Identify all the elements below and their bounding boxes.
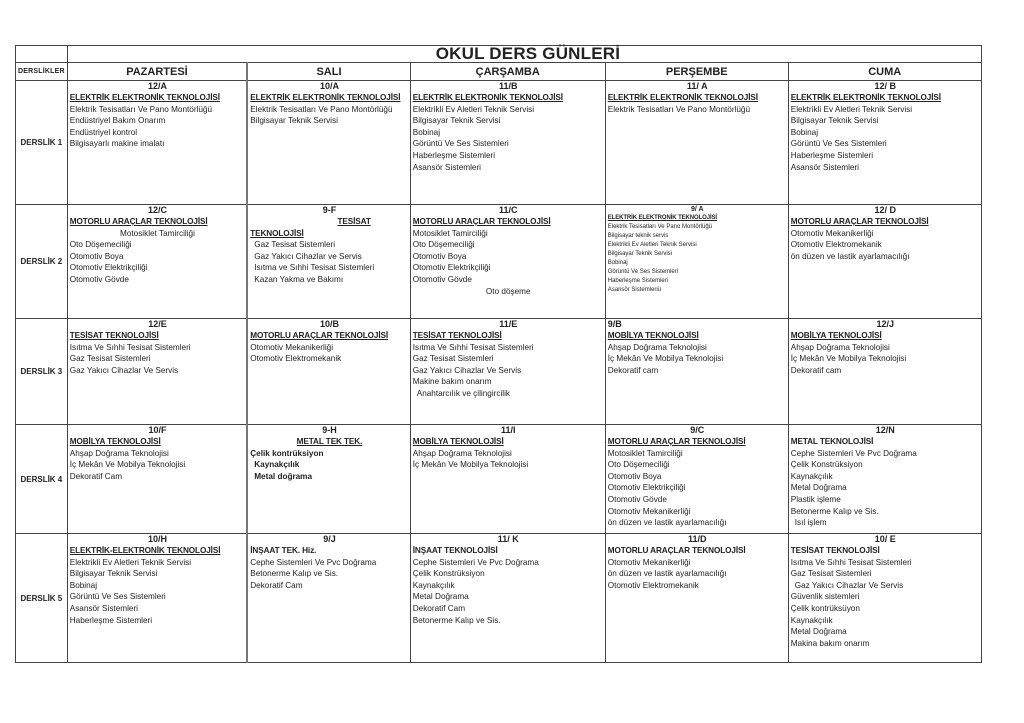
course-item: Elektrikli Ev Aletleri Teknik Servisi [69, 557, 192, 567]
course-item: Dekoratif Cam [69, 471, 123, 481]
room-row [16, 319, 982, 425]
schedule-cell [410, 319, 605, 425]
course-item: Gaz Yakıcı Cihazlar ve Servis [254, 251, 362, 261]
program-name: TESİSAT TEKNOLOJİSİ [412, 331, 502, 340]
course-item: Ahşap Doğrama Teknolojisi [790, 342, 890, 352]
course-item: Otomotiv Mekanikerliği [607, 506, 691, 516]
course-item: Makina bakım onarım [790, 638, 870, 648]
schedule-cell [605, 81, 788, 205]
course-item: Dekoratif cam [607, 365, 659, 375]
program-name: METAL TEK TEK. [296, 437, 363, 446]
program-name: MOBİLYA TEKNOLOJİSİ [607, 331, 699, 340]
course-item: İç Mekân Ve Mobilya Teknolojisi [607, 354, 724, 364]
course-item: Kaynakçılık [790, 615, 833, 625]
course-item: Haberleşme Sistemleri [69, 615, 153, 625]
course-item: Elektrik Tesisatları Ve Pano Montörlüğü [607, 224, 713, 230]
program-name: ELEKTRİK ELEKTRONİK TEKNOLOJİSİ [412, 93, 563, 102]
course-item: Asansör Sistemleri [412, 162, 481, 172]
class-code: 12/A [147, 81, 167, 91]
room-row [16, 425, 982, 534]
schedule-cell [605, 534, 788, 663]
course-item: Endüstriyel Bakım Onarım [69, 116, 166, 126]
course-item: Bilgisayarlı makine imalatı [69, 139, 165, 149]
class-code: 11/ A [686, 81, 708, 91]
class-code: 11/ K [497, 534, 519, 544]
program-name: MOTORLU ARAÇLAR TEKNOLOJİSİ [607, 546, 746, 555]
course-item: Otomotiv Boya [412, 251, 467, 261]
course-item: Metal Doğrama [790, 627, 847, 637]
program-name: TESİSAT [337, 217, 371, 226]
class-code: 10/ E [874, 534, 896, 544]
schedule-body [16, 81, 982, 663]
course-item: Gaz Yakıcı Cihazlar Ve Servis [794, 580, 904, 590]
schedule-cell [788, 425, 981, 534]
class-code: 12/C [147, 205, 167, 215]
course-item: Otomotiv Boya [69, 251, 124, 261]
course-item: Asansör Sistemleriü [607, 287, 662, 293]
course-item: Dekoratif Cam [250, 580, 303, 590]
course-item: Asansör Sistemleri [69, 603, 138, 613]
course-item: Elektrikli Ev Aletleri Teknik Servisi [607, 242, 697, 248]
course-item: Bobinaj [607, 260, 628, 266]
course-item: Otomotiv Boya [607, 471, 662, 481]
schedule-cell [788, 534, 981, 663]
schedule-cell [410, 81, 605, 205]
course-item: İç Mekân Ve Mobilya Teknolojisi [790, 354, 907, 364]
program-name: İNŞAAT TEKNOLOJİSİ [412, 546, 498, 555]
schedule-cell [410, 205, 605, 319]
schedule-cell [67, 205, 247, 319]
course-item: Gaz Tesisat Sistemleri [254, 240, 336, 250]
schedule-cell [605, 425, 788, 534]
course-item: Betonerme Kalıp ve Sis. [250, 569, 339, 579]
class-code: 9-F [322, 205, 337, 215]
schedule-cell [605, 205, 788, 319]
class-code: 9/B [607, 319, 622, 329]
program-name: MOBİLYA TEKNOLOJİSİ [790, 331, 882, 340]
course-item: Isıtma Ve Sıhhi Tesisat Sistemleri [790, 557, 912, 567]
program-name: ELEKTRİK ELEKTRONİK TEKNOLOJİSİ [607, 93, 758, 102]
room-label: DERSLİK 5 [16, 534, 68, 663]
program-name: ELEKTRİK ELEKTRONİK TEKNOLOJİSİ [790, 93, 941, 102]
course-item: Ahşap Doğrama Teknolojisi [69, 448, 169, 458]
course-item: Motosiklet Tamirciliği [412, 228, 488, 238]
course-item: Elektrikli Ev Aletleri Teknik Servisi [412, 104, 535, 114]
schedule-cell [67, 81, 247, 205]
course-item: Bilgisayar Teknik Servisi [250, 116, 338, 126]
course-item: Isıtma ve Sıhhi Tesisat Sistemleri [254, 263, 375, 273]
course-item: Kaynakçılık [412, 580, 455, 590]
class-code: 9/C [690, 425, 705, 435]
course-item: Görüntü Ve Ses Sistemleri [790, 139, 887, 149]
class-code: 9-H [322, 425, 337, 435]
course-item: Oto Döşemeciliği [412, 240, 475, 250]
course-item: Bobinaj [790, 127, 819, 137]
program-name: MOTORLU ARAÇLAR TEKNOLOJİSİ [607, 437, 746, 446]
course-item: Otomotiv Gövde [69, 274, 129, 284]
title-row [16, 46, 982, 63]
course-item: Cephe Sistemleri Ve Pvc Doğrama [412, 557, 539, 567]
course-item: Bobinaj [69, 580, 98, 590]
course-item: Otomotiv Gövde [412, 274, 472, 284]
schedule-cell [605, 319, 788, 425]
day-header-wednesday: ÇARŞAMBA [410, 63, 605, 81]
course-item: Metal doğrama [254, 471, 313, 481]
schedule-cell [788, 319, 981, 425]
title-corner [16, 46, 68, 63]
class-code: 11/C [498, 205, 518, 215]
day-header-thursday: PERŞEMBE [605, 63, 788, 81]
course-item: Görüntü Ve Ses Sistemleri [607, 269, 679, 275]
course-item: Gaz Yakıcı Cihazlar Ve Servis [412, 365, 522, 375]
course-item: Elektrik Tesisatları Ve Pano Montörlüğü [250, 104, 393, 114]
room-row [16, 205, 982, 319]
class-code: 12/ B [874, 81, 896, 91]
course-item: Cephe Sistemleri Ve Pvc Doğrama [790, 448, 917, 458]
rooms-header: DERSLİKLER [16, 63, 68, 81]
course-item: Çelik Konstrüksiyon [412, 569, 485, 579]
schedule-table [15, 45, 982, 663]
course-item: ön düzen ve lastik ayarlamacılığı [790, 251, 910, 261]
program-name: MOBİLYA TEKNOLOJİSİ [412, 437, 504, 446]
class-code: 10/H [147, 534, 167, 544]
program-name: MOBİLYA TEKNOLOJİSİ [69, 437, 161, 446]
course-item: Bilgisayar Teknik Servisi [790, 116, 879, 126]
course-item: Oto döşeme [485, 286, 531, 296]
schedule-cell [788, 205, 981, 319]
program-name: ELEKTRİK ELEKTRONİK TEKNOLOJİSİ [250, 93, 401, 102]
day-header-tuesday: SALI [247, 63, 410, 81]
program-name: MOTORLU ARAÇLAR TEKNOLOJİSİ [412, 217, 551, 226]
course-item: Bilgisayar Teknik Servisi [69, 569, 158, 579]
course-item: Oto Döşemeciliği [607, 460, 670, 470]
schedule-cell [788, 81, 981, 205]
course-item: Metal Doğrama [412, 592, 469, 602]
page-title: OKUL DERS GÜNLERİ [67, 46, 981, 63]
course-item: Isıtma Ve Sıhhi Tesisat Sistemleri [412, 342, 534, 352]
course-item: Kazan Yakma ve Bakımı [254, 274, 344, 284]
room-row [16, 534, 982, 663]
course-item: Çelik Konstrüksiyon [790, 460, 863, 470]
class-code: 12/ D [874, 205, 896, 215]
schedule-cell [67, 534, 247, 663]
program-name: ELEKTRİK ELEKTRONİK TEKNOLOJİSİ [69, 93, 220, 102]
course-item: Otomotiv Mekanikerliği [790, 228, 874, 238]
course-item: Otomotiv Gövde [607, 494, 667, 504]
course-item: Bobinaj [412, 127, 441, 137]
course-item: Gaz Tesisat Sistemleri [69, 354, 151, 364]
course-item: Otomotiv Mekanikerliği [250, 342, 334, 352]
course-item: Asansör Sistemleri [790, 162, 859, 172]
course-item: Haberleşme Sistemleri [790, 150, 874, 160]
course-item: Gaz Tesisat Sistemleri [790, 569, 872, 579]
course-item: Endüstriyel kontrol [69, 127, 138, 137]
course-item: Cephe Sistemleri Ve Pvc Doğrama [250, 557, 377, 567]
class-code: 11/I [500, 425, 516, 435]
day-header-friday: CUMA [788, 63, 981, 81]
course-item: Ahşap Doğrama Teknolojisi [412, 448, 512, 458]
class-code: 11/D [687, 534, 707, 544]
course-item: Otomotiv Elektrikçiliği [69, 263, 148, 273]
program-name: ELEKTRİK-ELEKTRONİK TEKNOLOJİSİ [69, 546, 221, 555]
course-item: Motosiklet Tamirciliği [607, 448, 683, 458]
course-item: Elektrikli Ev Aletleri Teknik Servisi [790, 104, 913, 114]
class-code: 10/A [319, 81, 339, 91]
class-code: 10/F [148, 425, 167, 435]
schedule-sheet [15, 45, 982, 663]
room-label: DERSLİK 2 [16, 205, 68, 319]
class-code: 11/B [498, 81, 518, 91]
course-item: Elektrik Tesisatları Ve Pano Montörlüğü [607, 104, 751, 114]
class-code: 9/ A [690, 206, 704, 213]
course-item: İç Mekân Ve Mobilya Teknolojisi [69, 460, 186, 470]
course-item: Bilgisayar teknik servis [607, 233, 669, 239]
course-item: Otomotiv Elektromekanik [790, 240, 882, 250]
course-item: İç Mekân Ve Mobilya Teknolojisi [412, 460, 529, 470]
schedule-cell [247, 205, 410, 319]
course-item: Otomotiv Elektromekanik [607, 580, 699, 590]
course-item: Isıl işlem [794, 518, 827, 528]
course-item: Kaynakçılık [254, 460, 300, 470]
program-name: ELEKTRİK ELEKTRONİK TEKNOLOJİSİ [607, 215, 717, 221]
class-code: 12/J [876, 319, 894, 329]
program-name-continued: TEKNOLOJİSİ [250, 228, 304, 238]
course-item: ön düzen ve lastik ayarlamacılığı [607, 569, 727, 579]
class-code: 11/E [499, 319, 518, 329]
course-item: Isıtma Ve Sıhhi Tesisat Sistemleri [69, 342, 191, 352]
course-item: Görüntü Ve Ses Sistemleri [412, 139, 509, 149]
course-item: Gaz Yakıcı Cihazlar Ve Servis [69, 365, 179, 375]
course-item: Gaz Tesisat Sistemleri [412, 354, 494, 364]
schedule-cell [67, 319, 247, 425]
schedule-cell [247, 425, 410, 534]
schedule-cell [247, 81, 410, 205]
course-item: Görüntü Ve Ses Sistemleri [69, 592, 166, 602]
class-code: 9/J [323, 534, 336, 544]
program-name: TESİSAT TEKNOLOJİSİ [790, 546, 880, 555]
schedule-cell [67, 425, 247, 534]
course-item: Çelik kontrüksiyon [250, 448, 324, 458]
course-item: Dekoratif Cam [412, 603, 466, 613]
course-item: Otomotiv Mekanikerliği [607, 557, 691, 567]
course-item: Ahşap Doğrama Teknolojisi [607, 342, 707, 352]
room-label: DERSLİK 1 [16, 81, 68, 205]
course-item: Haberleşme Sistemleri [607, 278, 669, 284]
course-item: Oto Döşemeciliği [69, 240, 132, 250]
program-name: MOTORLU ARAÇLAR TEKNOLOJİSİ [790, 217, 929, 226]
schedule-cell [247, 534, 410, 663]
course-item: Otomotiv Elektrikçiliği [607, 483, 686, 493]
course-item: Elektrik Tesisatları Ve Pano Montörlüğü [69, 104, 213, 114]
course-item: Çelik kontrüksüyon [790, 603, 860, 613]
room-label: DERSLİK 3 [16, 319, 68, 425]
program-name: METAL TEKNOLOJİSİ [790, 437, 874, 446]
program-name: TESİSAT TEKNOLOJİSİ [69, 331, 159, 340]
schedule-cell [410, 534, 605, 663]
room-label: DERSLİK 4 [16, 425, 68, 534]
program-name: MOTORLU ARAÇLAR TEKNOLOJİSİ [69, 217, 208, 226]
schedule-cell [247, 319, 410, 425]
course-item: Motosiklet Tamirciliği [120, 228, 195, 238]
course-item: Anahtarcılık ve çilingircilik [416, 388, 511, 398]
program-name: MOTORLU ARAÇLAR TEKNOLOJİSİ [250, 331, 389, 340]
course-item: Bilgisayar Teknik Servisi [412, 116, 501, 126]
course-item: Betonerme Kalıp ve Sis. [412, 615, 501, 625]
course-item: Otomotiv Elektrikçiliği [412, 263, 491, 273]
course-item: Kaynakçılık [790, 471, 833, 481]
header-row [16, 63, 982, 81]
course-item: ön düzen ve lastik ayarlamacılığı [607, 518, 727, 528]
course-item: Dekoratif cam [790, 365, 842, 375]
course-item: Haberleşme Sistemleri [412, 150, 496, 160]
day-header-monday: PAZARTESİ [67, 63, 247, 81]
course-item: Makine bakım onarım [412, 377, 492, 387]
course-item: Güvenlik sistemleri [790, 592, 860, 602]
class-code: 12/N [875, 425, 895, 435]
course-item: Plastik işleme [790, 494, 841, 504]
course-item: Metal Doğrama [790, 483, 847, 493]
course-item: Otomotiv Elektromekanik [250, 354, 342, 364]
class-code: 10/B [319, 319, 339, 329]
schedule-cell [410, 425, 605, 534]
room-row [16, 81, 982, 205]
class-code: 12/E [148, 319, 167, 329]
course-item: Betonerme Kalıp ve Sis. [790, 506, 879, 516]
course-item: Bilgisayar Teknik Servisi [607, 251, 672, 257]
program-name: İNŞAAT TEK. Hiz. [250, 546, 317, 555]
